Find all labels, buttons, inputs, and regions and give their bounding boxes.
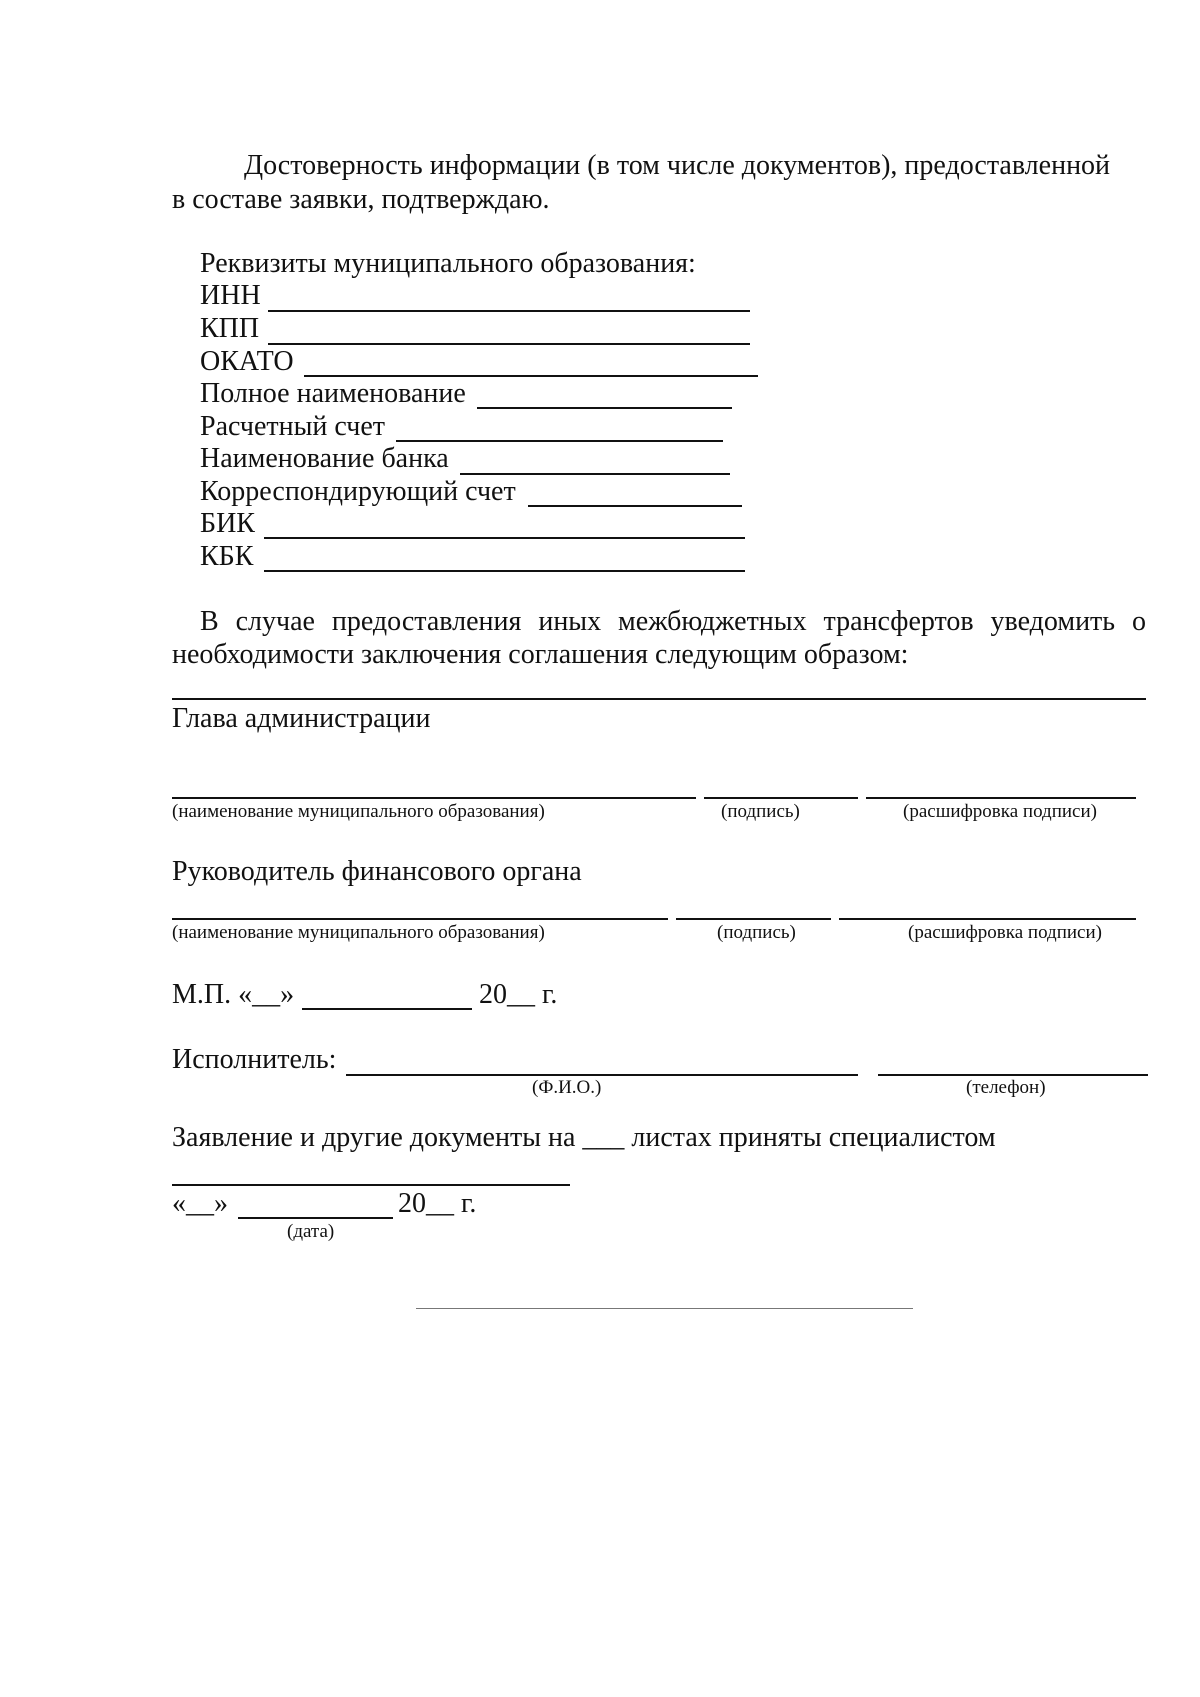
executor-caption-fio: (Ф.И.О.) xyxy=(532,1077,602,1098)
stamp-mp: М.П. «__» xyxy=(172,979,295,1010)
stamp-month-line[interactable] xyxy=(302,1008,472,1010)
confirmation-line-1: Достоверность информации (в том числе документов), предоставленной xyxy=(244,150,1111,181)
field-line-full-name[interactable] xyxy=(477,407,732,409)
field-label-kpp: КПП xyxy=(200,313,260,344)
requisites-heading: Реквизиты муниципального образования: xyxy=(200,248,696,279)
head-admin-title: Глава администрации xyxy=(172,703,431,734)
field-line-bik[interactable] xyxy=(264,537,745,539)
executor-caption-phone: (телефон) xyxy=(966,1077,1046,1098)
finance-head-caption-decode: (расшифровка подписи) xyxy=(908,922,1102,943)
finance-head-decode-line[interactable] xyxy=(839,918,1136,920)
head-admin-caption-sign: (подпись) xyxy=(721,801,800,822)
field-line-kpp[interactable] xyxy=(268,343,750,345)
accepted-year: 20__ г. xyxy=(398,1188,477,1219)
accepted-specialist-line[interactable] xyxy=(172,1184,570,1186)
field-line-inn[interactable] xyxy=(268,310,750,312)
finance-head-title: Руководитель финансового органа xyxy=(172,856,582,887)
head-admin-caption-name: (наименование муниципального образования) xyxy=(172,801,545,822)
field-label-inn: ИНН xyxy=(200,280,261,311)
field-label-full-name: Полное наименование xyxy=(200,378,466,409)
head-admin-decode-line[interactable] xyxy=(866,797,1136,799)
field-label-kbk: КБК xyxy=(200,541,254,572)
field-label-account: Расчетный счет xyxy=(200,411,386,442)
field-line-corr-account[interactable] xyxy=(528,505,742,507)
accepted-caption-date: (дата) xyxy=(287,1221,335,1242)
field-line-okato[interactable] xyxy=(304,375,758,377)
head-admin-name-line[interactable] xyxy=(172,797,696,799)
accepted-date-open: «__» xyxy=(172,1188,228,1219)
finance-head-sign-line[interactable] xyxy=(676,918,831,920)
finance-head-name-line[interactable] xyxy=(172,918,668,920)
stamp-year: 20__ г. xyxy=(479,979,558,1010)
accepted-month-line[interactable] xyxy=(238,1217,393,1219)
field-line-kbk[interactable] xyxy=(264,570,745,572)
field-line-bank[interactable] xyxy=(460,473,730,475)
bottom-separator xyxy=(416,1308,913,1309)
confirmation-line-2: в составе заявки, подтверждаю. xyxy=(172,184,550,215)
field-label-corr-account: Корреспондирующий счет xyxy=(200,476,516,507)
field-label-okato: ОКАТО xyxy=(200,346,294,377)
field-label-bank: Наименование банка xyxy=(200,443,449,474)
notice-line-2: необходимости заключения соглашения следующим образом: xyxy=(172,639,909,670)
executor-phone-line[interactable] xyxy=(878,1074,1148,1076)
head-admin-caption-decode: (расшифровка подписи) xyxy=(903,801,1097,822)
executor-fio-line[interactable] xyxy=(346,1074,858,1076)
finance-head-caption-name: (наименование муниципального образования) xyxy=(172,922,545,943)
notice-answer-line[interactable] xyxy=(172,698,1146,700)
finance-head-caption-sign: (подпись) xyxy=(717,922,796,943)
notice-line-1: В случае предоставления иных межбюджетных трансфертов уведомить о xyxy=(200,606,1146,637)
head-admin-sign-line[interactable] xyxy=(704,797,858,799)
executor-label: Исполнитель: xyxy=(172,1044,337,1075)
accepted-text: Заявление и другие документы на ___ листах приняты специалистом xyxy=(172,1122,996,1153)
field-line-account[interactable] xyxy=(396,440,723,442)
field-label-bik: БИК xyxy=(200,508,255,539)
